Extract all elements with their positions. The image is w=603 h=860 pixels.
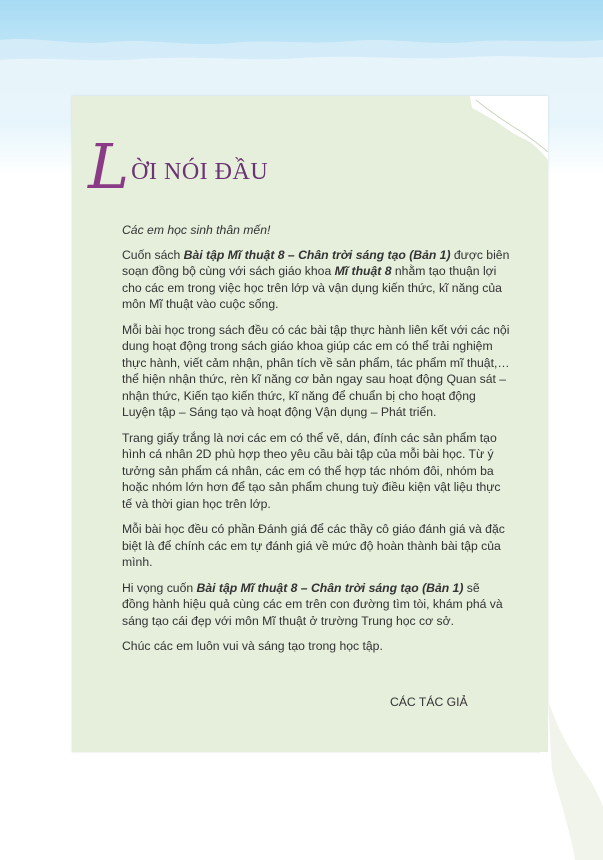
p1-book-title: Bài tập Mĩ thuật 8 – Chân trời sáng tạo (Bản 1) bbox=[183, 247, 451, 262]
paragraph-1 bbox=[122, 247, 510, 313]
title-text: ỜI NÓI ĐẦU bbox=[131, 159, 269, 185]
page-title bbox=[88, 128, 269, 203]
paragraph-4: Mỗi bài học đều có phần Đánh giá để các thầy cô giáo đánh giá và đặc biệt là để chính các em tự đánh giá về mức độ hoàn thành bài tập của mình. bbox=[122, 522, 505, 569]
signature: CÁC TÁC GIẢ bbox=[390, 695, 468, 709]
title-initial-letter: L bbox=[88, 130, 130, 203]
p5-text-c: sẽ đồng hành hiệu quả cùng các em trên con đường tìm tòi, khám phá và sáng tạo cái đẹp với môn Mĩ thuật ở trường Trung học cơ sở. bbox=[122, 580, 503, 628]
p1-text-a: Cuốn sách bbox=[122, 247, 184, 262]
paragraph-6: Chúc các em luôn vui và sáng tạo trong học tập. bbox=[122, 639, 383, 653]
p1-textbook-title: Mĩ thuật 8 bbox=[334, 264, 392, 278]
p5-text-a: Hi vọng cuốn bbox=[122, 580, 197, 595]
p1-text-e: nhằm tạo thuận lợi cho các em trong việc học trên lớp và vận dụng kiến thức, kĩ năng của môn Mĩ thuật vào cuộc sống. bbox=[122, 264, 502, 311]
paragraph-3: Trang giấy trắng là nơi các em có thể vẽ, dán, đính các sản phẩm tạo hình cá nhân 2D phù hợp theo yêu cầu bài tập của mỗi bài học. Từ ý tưởng sản phẩm cá nhân, các em có thể hợp tác nhóm đôi, nhóm ba hoặc nhóm lớn hơn để tạo sản phẩm chung tuỳ điều kiện vật liệu thực tế và thời gian học trên lớp. bbox=[122, 430, 501, 511]
paragraph-5 bbox=[122, 580, 510, 630]
p1-text-c: được biên soạn đồng bộ cùng với sách giáo khoa bbox=[122, 247, 510, 278]
paragraph-2: Mỗi bài học trong sách đều có các bài tập thực hành liên kết với các nội dung hoạt động trong sách giáo khoa giúp các em có thể trải nghiệm thực hành, viết cảm nhận, phân tích về sản phẩm, tác phẩm mĩ thuật,… thể hiện nhận thức, rèn kĩ năng cơ bản ngay sau hoạt động Quan sát – nhận thức, Kiến tạo kiến thức, kĩ năng để chuẩn bị cho hoạt động Luyện tập – Sáng tạo và hoạt động Vận dụng – Phát triển. bbox=[122, 322, 510, 419]
p5-book-title: Bài tập Mĩ thuật 8 – Chân trời sáng tạo (Bản 1) bbox=[196, 580, 464, 595]
preface-body bbox=[122, 222, 510, 664]
greeting: Các em học sinh thân mến! bbox=[122, 223, 271, 237]
